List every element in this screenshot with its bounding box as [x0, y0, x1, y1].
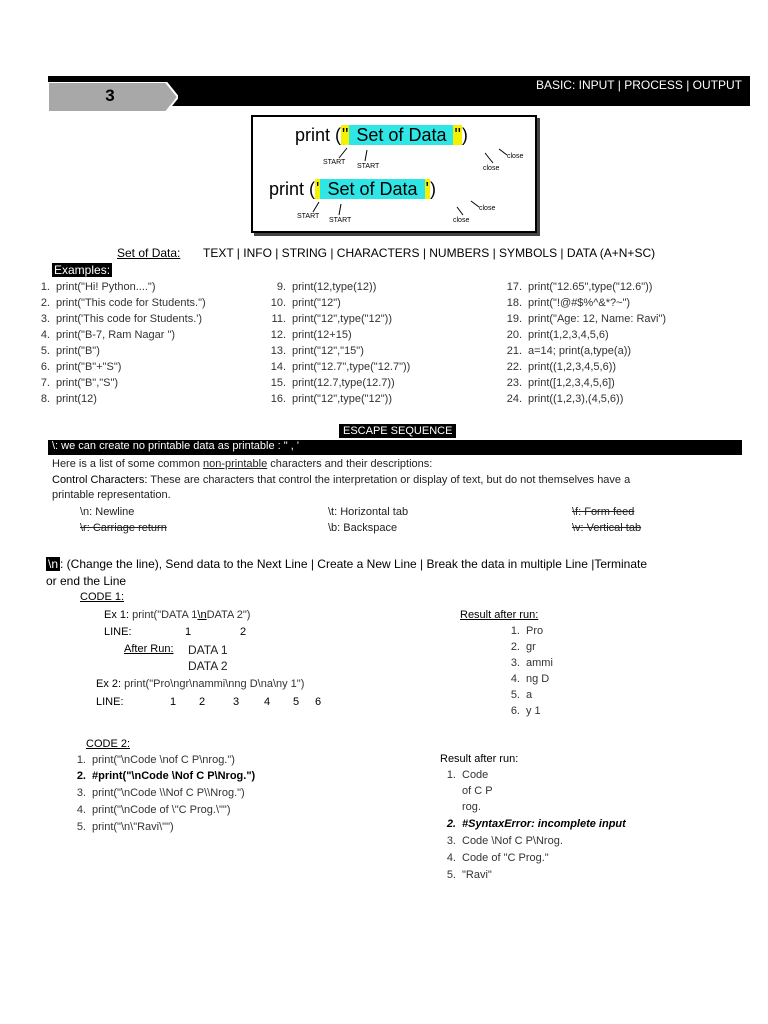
list-item: 4. print("B-7, Ram Nagar ") [40, 329, 176, 341]
code1-line2-num: 3 [233, 696, 240, 708]
control-characters-line: Control Characters: These are characters that control the interpretation or display of text, but do not themselves have a [52, 474, 631, 486]
list-item: 20. print(1,2,3,4,5,6) [506, 329, 609, 341]
close-quote: ' [425, 179, 429, 199]
arrow-icons [253, 117, 535, 231]
set-of-data-box: Set of Data [322, 179, 423, 199]
list-item: 19. print("Age: 12, Name: Ravi") [506, 313, 667, 325]
list-item: 1. print("\nCode \nof C P\nrog.") [76, 754, 235, 766]
set-of-data-text: TEXT | INFO | STRING | CHARACTERS | NUMBERS | SYMBOLS | DATA (A+N+SC) [203, 246, 656, 260]
set-of-data-box: Set of Data [351, 125, 452, 145]
code1-line2-label: LINE: [96, 696, 124, 708]
list-item: 5. "Ravi" [446, 869, 492, 881]
list-item-continuation: rog. [462, 801, 481, 813]
list-item: 1. Code [446, 769, 489, 781]
list-item: 21. a=14; print(a,type(a)) [506, 345, 632, 357]
list-item: 7. print("B","S") [40, 377, 119, 389]
print-keyword: print ( [295, 125, 342, 145]
close-quote: " [454, 125, 461, 145]
close-paren: ) [461, 125, 468, 145]
start-annotation: START [357, 163, 380, 170]
list-item: 3. print('This code for Students.') [40, 313, 203, 325]
list-item: 4. print("\nCode of \"C Prog.\"") [76, 804, 231, 816]
code2-result-label: Result after run: [440, 753, 519, 765]
code1-line2-num: 1 [170, 696, 177, 708]
list-item: 3. print("\nCode \\Nof C P\\Nrog.") [76, 787, 245, 799]
list-item: 1. print("Hi! Python....") [40, 281, 156, 293]
code1-line2-num: 5 [293, 696, 300, 708]
list-item: 4. Code of "C Prog." [446, 852, 549, 864]
after-run-output-1: DATA 1 [188, 643, 228, 657]
list-item: 3. Code \Nof C P\Nrog. [446, 835, 563, 847]
print-keyword: print ( [269, 179, 316, 199]
close-paren: ) [429, 179, 436, 199]
newline-description-2: or end the Line [46, 574, 127, 588]
code1-result-label: Result after run: [460, 609, 539, 621]
print-syntax-diagram [251, 115, 537, 233]
start-annotation: START [297, 213, 320, 220]
seq-form-feed: \f: Form feed [572, 506, 635, 518]
list-item: 11. print("12",type("12")) [271, 313, 392, 325]
seq-newline: \n: Newline [80, 506, 135, 518]
code2-label: CODE 2: [86, 738, 131, 750]
list-item: 3. ammi [510, 657, 553, 669]
after-run-label: After Run: [124, 643, 174, 655]
list-item: 13. print("12","15") [270, 345, 364, 357]
code1-line2-num: 2 [199, 696, 206, 708]
list-item: 5. print("B") [40, 345, 100, 357]
list-item: 2. #SyntaxError: incomplete input [446, 818, 626, 830]
examples-label: Examples: [54, 263, 111, 277]
start-quote: " [342, 125, 349, 145]
code1-ex1: Ex 1: print("DATA 1\nDATA 2") [104, 609, 251, 621]
control-characters-line-2: printable representation. [52, 489, 171, 501]
seq-horizontal-tab: \t: Horizontal tab [328, 506, 409, 518]
list-item-continuation: of C P [462, 785, 493, 797]
list-item: 17. print("12.65",type("12.6")) [506, 281, 653, 293]
list-item: 2. gr [510, 641, 536, 653]
code1-line-2: 2 [240, 626, 247, 638]
page-number: 3 [105, 86, 115, 105]
list-item: 18. print("!@#$%^&*?~") [506, 297, 631, 309]
close-annotation: close [507, 153, 524, 160]
newline-description: \n : (Change the line), Send data to the Next Line | Create a New Line | Break the data in multiple Line |Terminate [48, 557, 648, 571]
escape-intro: Here is a list of some common non-printable characters and their descriptions: [52, 458, 433, 470]
list-item: 10. print("12") [270, 297, 341, 309]
escape-sequence-title: ESCAPE SEQUENCE [339, 424, 456, 438]
code1-label: CODE 1: [80, 591, 125, 603]
escape-bar-text: \: we can create no printable data as printable : " , ' [52, 440, 299, 452]
list-item: 16. print("12",type("12")) [270, 393, 392, 405]
set-of-data-label: Set of Data: [117, 246, 181, 260]
start-annotation: START [323, 159, 346, 166]
seq-backspace: \b: Backspace [328, 522, 398, 534]
list-item: 14. print("12.7",type("12.7")) [270, 361, 411, 373]
list-item: 5. print("\n\"Ravi\"") [76, 821, 174, 833]
close-annotation: close [483, 165, 500, 172]
list-item: 15. print(12.7,type(12.7)) [270, 377, 395, 389]
list-item: 12. print(12+15) [270, 329, 352, 341]
seq-carriage-return: \r: Carriage return [80, 522, 167, 534]
start-annotation: START [329, 217, 352, 224]
list-item: 6. y 1 [510, 705, 541, 717]
header-title: BASIC: INPUT | PROCESS | OUTPUT [535, 78, 742, 92]
code1-ex2: Ex 2: print("Pro\ngr\nammi\nng D\na\ny 1") [96, 678, 305, 690]
after-run-output-2: DATA 2 [188, 659, 228, 673]
list-item: 8. print(12) [40, 393, 97, 405]
list-item: 22. print((1,2,3,4,5,6)) [506, 361, 617, 373]
close-annotation: close [453, 217, 470, 224]
list-item: 23. print([1,2,3,4,5,6]) [506, 377, 615, 389]
list-item: 2. #print("\nCode \Nof C P\Nrog.") [76, 770, 256, 782]
code1-line-label: LINE: [104, 626, 132, 638]
start-quote: ' [316, 179, 320, 199]
list-item: 6. print("B"+"S") [40, 361, 122, 373]
code1-line2-num: 6 [315, 696, 322, 708]
list-item: 4. ng D [510, 673, 550, 685]
list-item: 9. print(12,type(12)) [276, 281, 377, 293]
list-item: 24. print((1,2,3),(4,5,6)) [506, 393, 624, 405]
list-item: 5. a [510, 689, 533, 701]
code1-line2-num: 4 [264, 696, 271, 708]
code1-line-1: 1 [185, 626, 192, 638]
list-item: 2. print("This code for Students.") [40, 297, 206, 309]
seq-vertical-tab: \v: Vertical tab [572, 522, 642, 534]
close-annotation: close [479, 205, 496, 212]
list-item: 1. Pro [510, 625, 544, 637]
